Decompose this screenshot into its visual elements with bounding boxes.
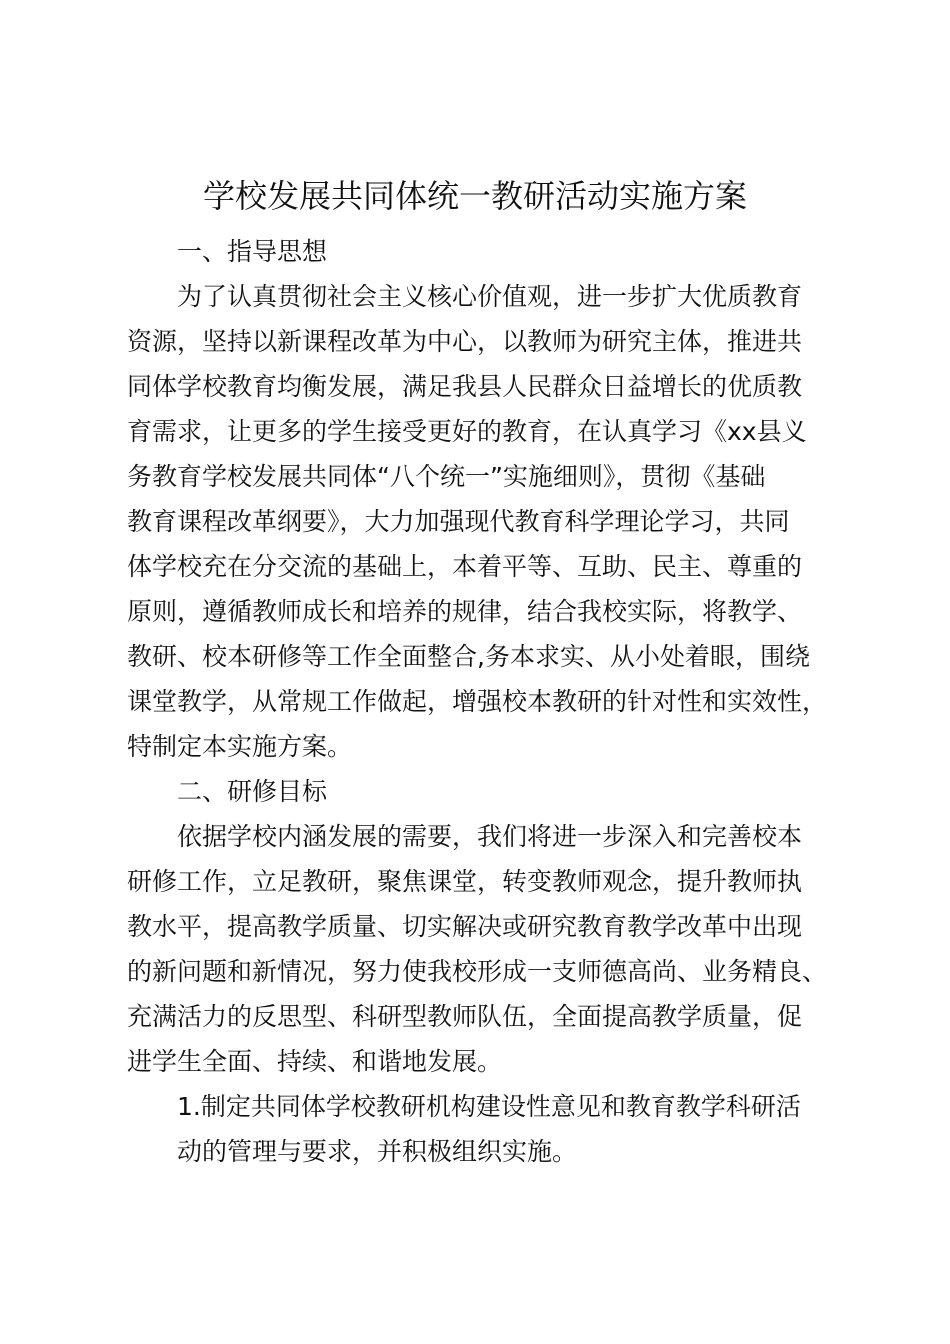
paragraph-line: 进学生全面、持续、和谐地发展。	[127, 1047, 503, 1076]
paragraph-line: 依据学校内涵发展的需要，我们将进一步深入和完善校本	[177, 822, 803, 851]
document-title: 学校发展共同体统一教研活动实施方案	[202, 177, 747, 215]
paragraph-line: 的新问题和新情况，努力使我校形成一支师德高尚、业务精良、	[127, 957, 828, 986]
section-heading-training-goals: 二、研修目标	[177, 777, 328, 806]
section-heading-guiding-ideology: 一、指导思想	[177, 237, 328, 266]
paragraph-line: 资源，坚持以新课程改革为中心，以教师为研究主体，推进共	[127, 327, 803, 356]
paragraph-line: 同体学校教育均衡发展，满足我县人民群众日益增长的优质教	[127, 372, 803, 401]
paragraph-line: 教研、校本研修等工作全面整合,务本求实、从小处着眼，围绕	[127, 642, 810, 671]
paragraph-line: 原则，遵循教师成长和培养的规律，结合我校实际，将教学、	[127, 597, 803, 626]
paragraph-line: 为了认真贯彻社会主义核心价值观，进一步扩大优质教育	[177, 282, 803, 311]
paragraph-line: 教水平，提高教学质量、切实解决或研究教育教学改革中出现	[127, 912, 803, 941]
paragraph-line: 教育课程改革纲要》，大力加强现代教育科学理论学习，共同	[127, 507, 790, 536]
paragraph-line: 育需求，让更多的学生接受更好的教育，在认真学习《xx县义	[127, 417, 807, 446]
paragraph-line: 研修工作，立足教研，聚焦课堂，转变教师观念，提升教师执	[127, 867, 803, 896]
list-item-1-continuation: 动的管理与要求，并积极组织实施。	[177, 1137, 578, 1166]
list-item-1: 1.制定共同体学校教研机构建设性意见和教育教学科研活	[177, 1092, 801, 1121]
paragraph-line: 务教育学校发展共同体“八个统一”实施细则》，贯彻《基础	[127, 462, 766, 491]
paragraph-line: 课堂教学，从常规工作做起，增强校本教研的针对性和实效性，	[127, 687, 828, 716]
paragraph-line: 充满活力的反思型、科研型教师队伍，全面提高教学质量，促	[127, 1002, 803, 1031]
document-body	[127, 229, 847, 1174]
paragraph-line: 特制定本实施方案。	[127, 732, 353, 761]
paragraph-line: 体学校充在分交流的基础上，本着平等、互助、民主、尊重的	[127, 552, 803, 581]
